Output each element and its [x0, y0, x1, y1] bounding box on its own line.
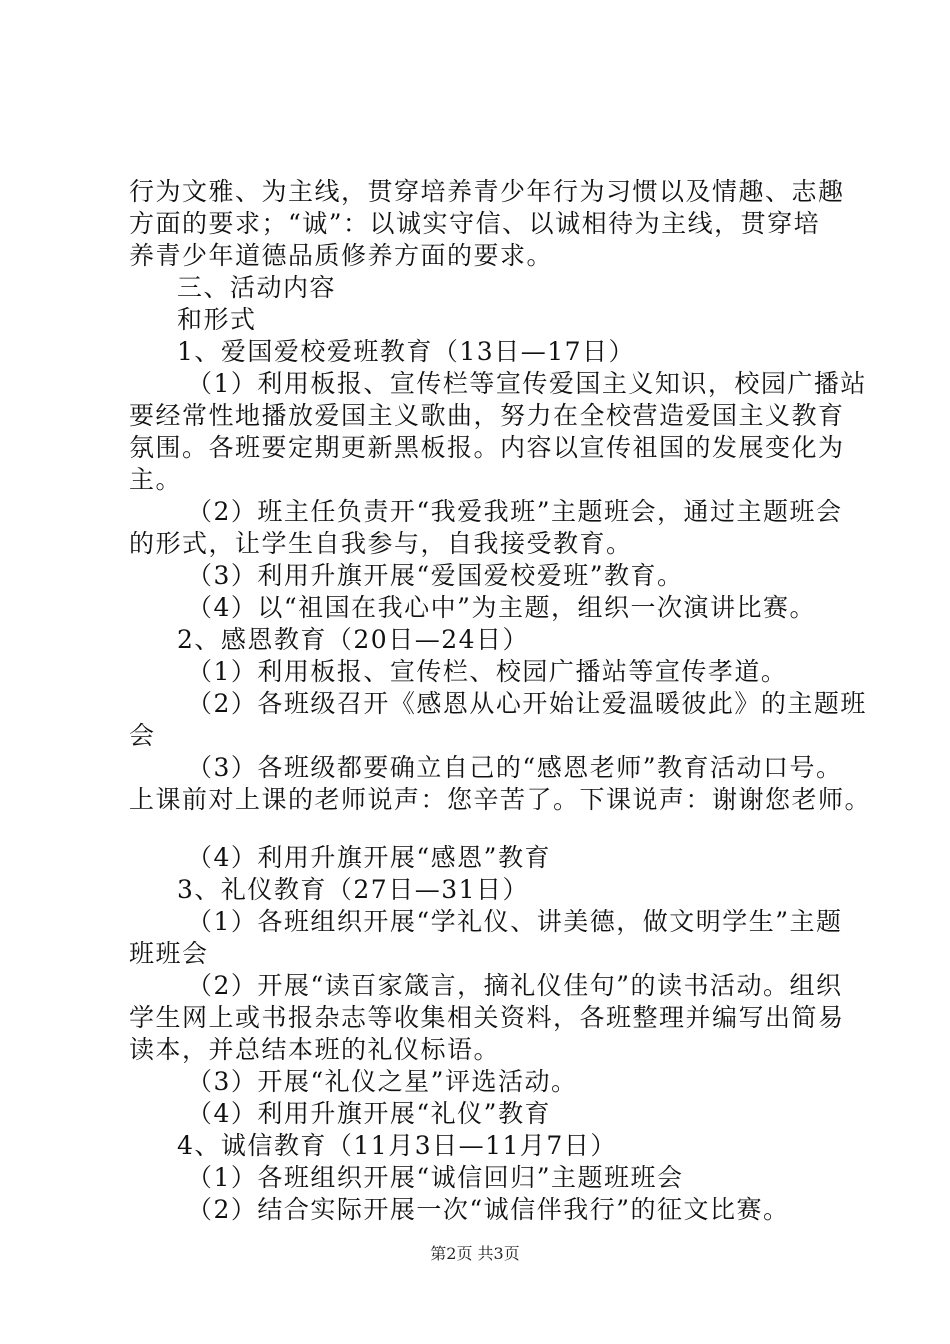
text-line: 要经常性地播放爱国主义歌曲，努力在全校营造爱国主义教育: [129, 401, 845, 430]
text-line: （1）利用板报、宣传栏等宣传爱国主义知识，校园广播站: [187, 369, 867, 398]
item-heading-integrity: 4、诚信教育（11月3日—11月7日）: [177, 1131, 617, 1160]
text-line: 上课前对上课的老师说声：您辛苦了。下课说声：谢谢您老师。: [129, 785, 872, 814]
item-heading-etiquette: 3、礼仪教育（27日—31日）: [177, 875, 530, 904]
paragraph-gap: [129, 816, 849, 842]
item-heading-patriotic: 1、爱国爱校爱班教育（13日—17日）: [177, 337, 636, 366]
text-line: （4）以“祖国在我心中”为主题，组织一次演讲比赛。: [187, 593, 816, 622]
text-line: 会: [129, 721, 156, 750]
section-heading-continuation: 和形式: [177, 305, 257, 334]
text-line: 班班会: [129, 939, 209, 968]
section-heading: 三、活动内容: [177, 273, 337, 302]
text-line: 氛围。各班要定期更新黑板报。内容以宣传祖国的发展变化为: [129, 433, 845, 462]
text-line: 行为文雅、为主线，贯穿培养青少年行为习惯以及情趣、志趣: [129, 177, 845, 206]
text-line: （4）利用升旗开展“感恩”教育: [187, 843, 551, 872]
text-line: 主。: [129, 465, 183, 494]
text-line: （1）各班组织开展“诚信回归”主题班班会: [187, 1163, 684, 1192]
text-line: （2）开展“读百家箴言，摘礼仪佳句”的读书活动。组织: [187, 971, 843, 1000]
item-heading-gratitude: 2、感恩教育（20日—24日）: [177, 625, 530, 654]
page-footer: 第2页 共3页: [430, 1244, 520, 1263]
text-line: （3）利用升旗开展“爱国爱校爱班”教育。: [187, 561, 684, 590]
text-line: （1）利用板报、宣传栏、校园广播站等宣传孝道。: [187, 657, 788, 686]
text-line: 方面的要求；“诚”：以诚实守信、以诚相待为主线，贯穿培: [129, 209, 821, 238]
text-line: （3）各班级都要确立自己的“感恩老师”教育活动口号。: [187, 753, 843, 782]
text-line: （2）结合实际开展一次“诚信伴我行”的征文比赛。: [187, 1195, 790, 1224]
text-line: 读本，并总结本班的礼仪标语。: [129, 1035, 501, 1064]
text-line: （1）各班组织开展“学礼仪、讲美德，做文明学生”主题: [187, 907, 843, 936]
text-line: （2）班主任负责开“我爱我班”主题班会，通过主题班会: [187, 497, 843, 526]
text-line: （4）利用升旗开展“礼仪”教育: [187, 1099, 551, 1128]
text-line: 养青少年道德品质修养方面的要求。: [129, 241, 554, 270]
document-body: [129, 176, 872, 1226]
text-line: （3）开展“礼仪之星”评选活动。: [187, 1067, 578, 1096]
text-line: 学生网上或书报杂志等收集相关资料，各班整理并编写出简易: [129, 1003, 845, 1032]
text-line: （2）各班级召开《感恩从心开始让爱温暖彼此》的主题班: [187, 689, 867, 718]
text-line: 的形式，让学生自我参与，自我接受教育。: [129, 529, 633, 558]
